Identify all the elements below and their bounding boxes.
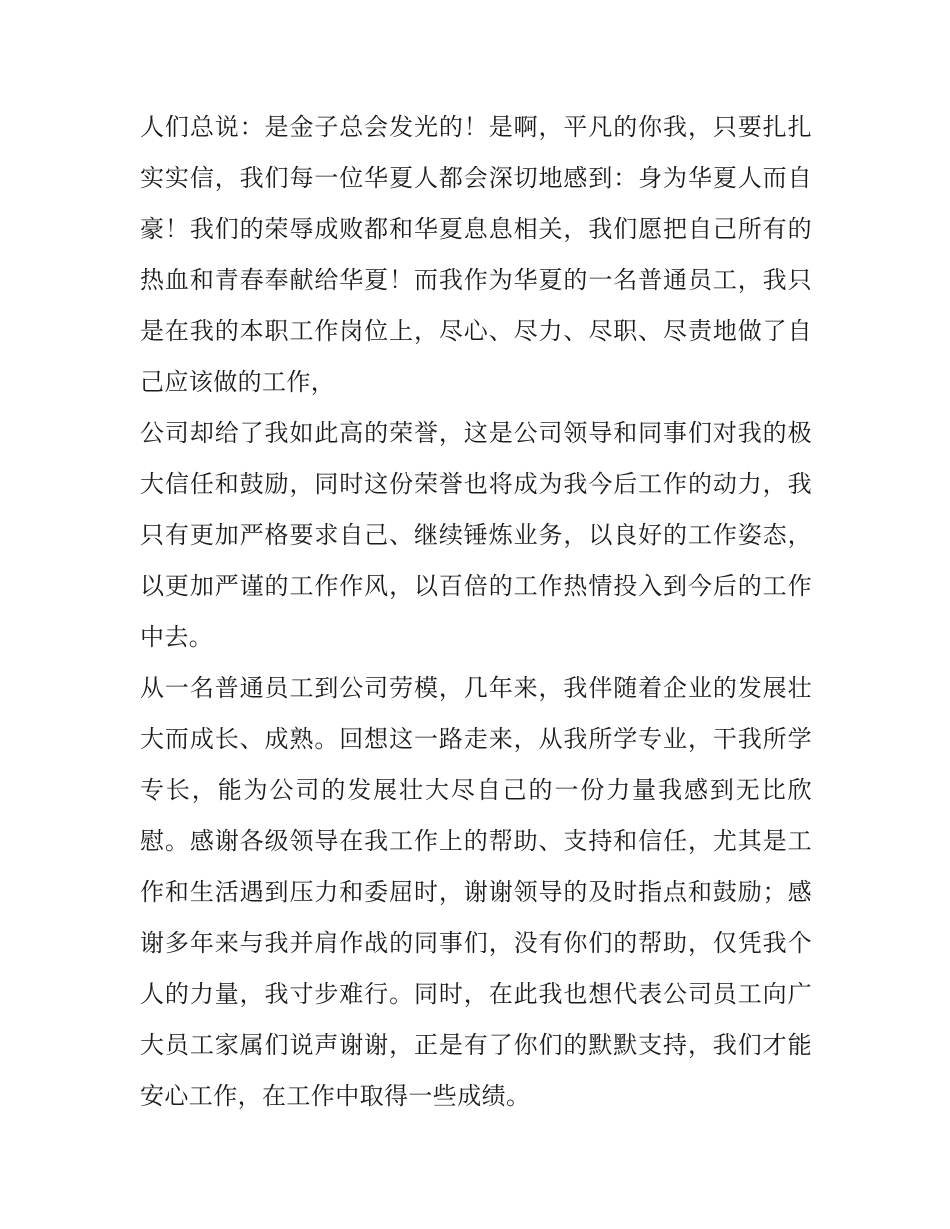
paragraph-1: 人们总说：是金子总会发光的！是啊，平凡的你我，只要扎扎实实信，我们每一位华夏人都会深切地感到：身为华夏人而自豪！我们的荣辱成败都和华夏息息相关，我们愿把自己所有的热血和青春奉献给华夏！而我作为华夏的一名普通员工，我只是在我的本职工作岗位上，尽心、尽力、尽职、尽责地做了自己应该做的工作， xyxy=(140,113,812,396)
document-body xyxy=(140,102,812,1122)
paragraph-2: 公司却给了我如此高的荣誉，这是公司领导和同事们对我的极大信任和鼓励，同时这份荣誉也将成为我今后工作的动力，我只有更加严格要求自己、继续锤炼业务，以良好的工作姿态，以更加严谨的工作作风，以百倍的工作热情投入到今后的工作中去。 xyxy=(140,419,812,651)
paragraph-3: 从一名普通员工到公司劳模，几年来，我伴随着企业的发展壮大而成长、成熟。回想这一路走来，从我所学专业，干我所学专长，能为公司的发展壮大尽自己的一份力量我感到无比欣慰。感谢各级领导在我工作上的帮助、支持和信任，尤其是工作和生活遇到压力和委屈时，谢谢领导的及时指点和鼓励；感谢多年来与我并肩作战的同事们，没有你们的帮助，仅凭我个人的力量，我寸步难行。同时，在此我也想代表公司员工向广大员工家属们说声谢谢，正是有了你们的默默支持，我们才能安心工作，在工作中取得一些成绩。 xyxy=(140,674,812,1110)
